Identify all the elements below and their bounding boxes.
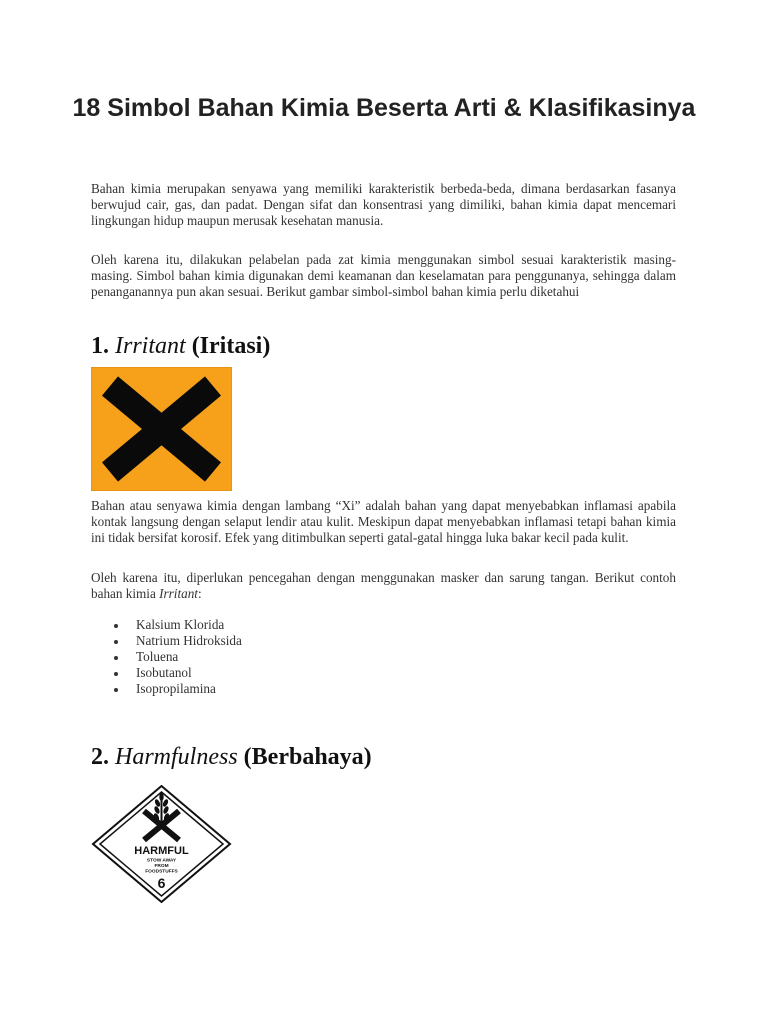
- label-class-number: 6: [157, 875, 166, 891]
- intro-paragraph-1: Bahan kimia merupakan senyawa yang memiliki karakteristik berbeda-beda, dimana berdasarkan fasanya berwujud cair, gas, dan padat. Dengan sifat dan konsentrasi yang dimiliki, bahan kimia dapat mencemari lingkungan hidup maupun merusak kesehatan manusia.: [91, 181, 676, 228]
- section-heading-harmful: [91, 744, 372, 771]
- page-title: 18 Simbol Bahan Kimia Beserta Arti & Klasifikasinya: [72, 94, 696, 122]
- label-stow-away-text: STOW AWAY: [146, 858, 177, 864]
- section-number: 2.: [91, 744, 109, 770]
- irritant-term-inline: Irritant: [159, 586, 198, 601]
- list-item: Natrium Hidroksida: [91, 633, 242, 649]
- list-item: Toluena: [91, 649, 242, 665]
- section-translation: (Iritasi): [191, 333, 271, 359]
- label-harmful-text: HARMFUL: [134, 845, 189, 857]
- harmful-class6-label-icon: [91, 785, 232, 903]
- section-term: Irritant: [115, 333, 186, 359]
- intro-paragraph-2: Oleh karena itu, dilakukan pelabelan pada zat kimia menggunakan simbol sesuai karakteristik masing- masing. Simbol bahan kimia digunakan demi keamanan dan keselamatan para penggunanya, sehingga dalam penanganannya pun akan sesuai. Berikut gambar simbol-simbol bahan kimia perlu diketahui: [91, 252, 676, 299]
- irritant-precaution: Oleh karena itu, diperlukan pencegahan dengan menggunakan masker dan sarung tangan. Berikut contoh bahan kimia Irritant:: [91, 570, 676, 601]
- list-item: Isopropilamina: [91, 681, 242, 697]
- irritant-examples-list: [91, 617, 242, 697]
- irritant-hazard-symbol-icon: [91, 367, 232, 491]
- section-translation: (Berbahaya): [243, 744, 372, 770]
- section-term: Harmfulness: [115, 744, 238, 770]
- section-heading-irritant: [91, 333, 270, 360]
- irritant-description: Bahan atau senyawa kimia dengan lambang “Xi” adalah bahan yang dapat menyebabkan inflamasi apabila kontak langsung dengan selaput lendir atau kulit. Meskipun dapat menyebabkan inflamasi tetapi bahan kimia ini tidak bersifat korosif. Efek yang ditimbulkan seperti gatal-gatal hingga luka bakar kecil pada kulit.: [91, 498, 676, 545]
- label-foodstuffs-text: FOODSTUFFS: [145, 869, 178, 875]
- label-from-text: FROM: [154, 864, 169, 869]
- list-item: Kalsium Klorida: [91, 617, 242, 633]
- section-number: 1.: [91, 333, 109, 359]
- list-item: Isobutanol: [91, 665, 242, 681]
